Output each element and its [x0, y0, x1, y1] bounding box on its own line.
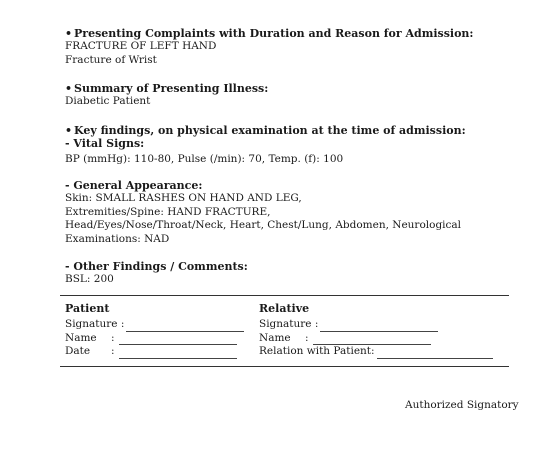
summary-illness-section [65, 82, 510, 109]
relative-name-field [259, 332, 493, 346]
patient-date-blank[interactable] [119, 348, 237, 359]
divider-bottom [60, 366, 509, 367]
general-appearance-heading: - General Appearance: [65, 179, 203, 192]
bullet-icon: • [65, 82, 73, 95]
patient-signature-field [65, 318, 244, 332]
patient-name-label: Name [65, 331, 97, 344]
bullet-icon: • [65, 124, 73, 137]
relative-signature-block [259, 302, 493, 359]
summary-illness-text: Diabetic Patient [65, 95, 151, 107]
general-appearance-section [65, 179, 510, 246]
patient-date-label: Date [65, 345, 91, 357]
relation-field [259, 345, 493, 359]
presenting-complaints-heading-row [65, 27, 510, 40]
summary-illness-heading: Summary of Presenting Illness: [74, 82, 269, 95]
key-findings-heading-row [65, 124, 510, 137]
patient-date-field [65, 345, 244, 359]
patient-signature-blank[interactable] [126, 321, 244, 332]
relative-signature-blank[interactable] [320, 321, 438, 332]
summary-illness-heading-row [65, 82, 510, 95]
vital-signs-text: BP (mmHg): 110-80, Pulse (/min): 70, Temp. (f): 100 [65, 153, 344, 165]
other-findings-text: BSL: 200 [65, 273, 114, 285]
patient-name-field [65, 332, 244, 346]
colon: : [111, 345, 115, 357]
authorized-signatory: Authorized Signatory [405, 399, 519, 411]
relative-name-blank[interactable] [313, 334, 431, 345]
relative-signature-label: Signature : [259, 318, 319, 330]
extremities-text: Extremities/Spine: HAND FRACTURE, [65, 205, 271, 218]
key-findings-heading: Key findings, on physical examination at the time of admission: [74, 124, 466, 137]
other-findings-section [65, 260, 510, 287]
relative-heading: Relative [259, 302, 310, 315]
relative-signature-field [259, 318, 493, 332]
patient-name-blank[interactable] [119, 334, 237, 345]
complaint-line-2: Fracture of Wrist [65, 53, 157, 66]
bullet-icon: • [65, 27, 73, 40]
patient-signature-label: Signature : [65, 318, 125, 330]
complaint-line-1: FRACTURE OF LEFT HAND [65, 40, 217, 52]
relative-name-label: Name [259, 331, 291, 344]
other-findings-heading: - Other Findings / Comments: [65, 260, 248, 273]
patient-signature-block [65, 302, 244, 359]
divider-top [60, 295, 509, 296]
head-exam-text: Head/Eyes/Nose/Throat/Neck, Heart, Chest/Lung, Abdomen, Neurological Examinations: NAD [65, 219, 462, 245]
skin-text: Skin: SMALL RASHES ON HAND AND LEG, [65, 192, 302, 204]
patient-heading: Patient [65, 302, 110, 315]
presenting-complaints-heading: Presenting Complaints with Duration and Reason for Admission: [74, 27, 474, 40]
presenting-complaints-section [65, 27, 510, 67]
relation-label: Relation with Patient: [259, 345, 375, 357]
vital-signs-heading: - Vital Signs: [65, 137, 145, 150]
key-findings-section [65, 124, 510, 167]
colon: : [305, 331, 309, 344]
relation-blank[interactable] [377, 348, 493, 359]
colon: : [111, 331, 115, 344]
